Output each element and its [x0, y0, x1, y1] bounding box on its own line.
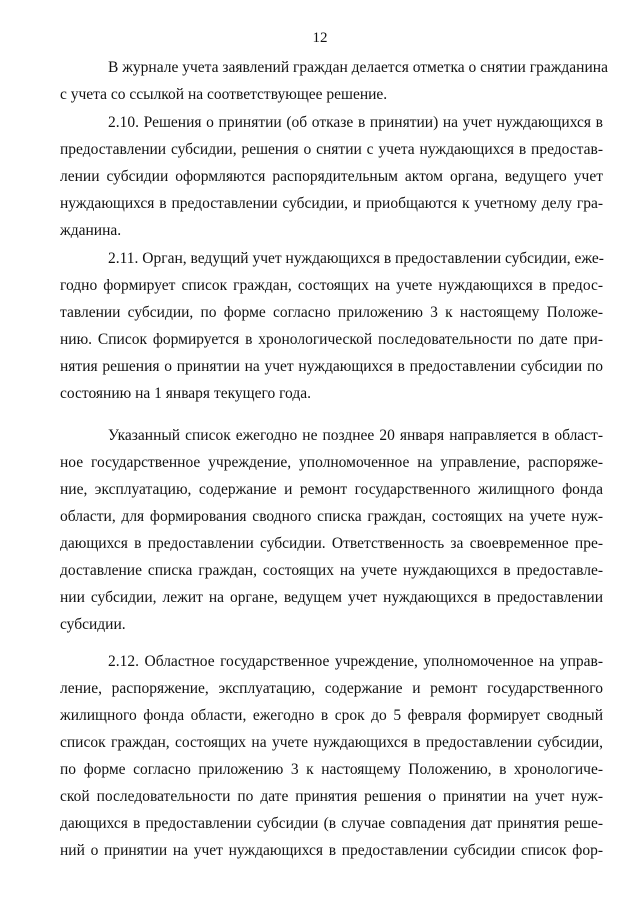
text-line: 2.11. Орган, ведущий учет нуждающихся в предоставлении субсидии, еже- [108, 250, 604, 267]
text-line: В журнале учета заявлений граждан делается отметка о снятии гражданина [108, 59, 608, 76]
text-line: 2.10. Решения о принятии (об отказе в принятии) на учет нуждающихся в [108, 114, 603, 131]
text-line: список граждан, состоящих на учете нуждающихся в предоставлении субсидии, [60, 734, 603, 751]
text-line: ние, эксплуатацию, содержание и ремонт государственного жилищного фонда [60, 481, 603, 498]
text-line: состоянию на 1 января текущего года. [60, 385, 311, 402]
text-line: дающихся в предоставлении субсидии (в случае совпадения дат принятия реше- [60, 815, 603, 832]
text-line: жданина. [60, 222, 122, 239]
text-line: с учета со ссылкой на соответствующее решение. [60, 86, 388, 103]
text-line: Указанный список ежегодно не позднее 20 января направляется в област- [108, 427, 603, 444]
text-line: ление, распоряжение, эксплуатацию, содержание и ремонт государственного [60, 680, 603, 697]
text-line: доставление списка граждан, состоящих на учете нуждающихся в предоставле- [60, 562, 603, 579]
text-line: нуждающихся в предоставлении субсидии, и приобщаются к учетному делу гра- [60, 195, 603, 212]
text-line: ное государственное учреждение, уполномоченное на управление, распоряже- [60, 454, 603, 471]
page-number: 12 [312, 30, 328, 46]
text-line: нятия решения о принятии на учет нуждающихся в предоставлении субсидии по [60, 358, 603, 375]
text-line: тавлении субсидии, по форме согласно приложению 3 к настоящему Положе- [60, 304, 603, 321]
text-line: предоставлении субсидии, решения о снятии с учета нуждающихся в предостав- [60, 141, 603, 158]
text-line: 2.12. Областное государственное учреждение, уполномоченное на управ- [108, 653, 603, 670]
text-line: годно формирует список граждан, состоящих на учете нуждающихся в предос- [60, 277, 603, 294]
text-line: лении субсидии оформляются распорядительным актом органа, ведущего учет [60, 168, 603, 185]
text-line: ской последовательности по дате принятия решения о принятии на учет нуж- [60, 788, 603, 805]
text-line: ний о принятии на учет нуждающихся в предоставлении субсидии список фор- [60, 842, 603, 859]
text-line: по форме согласно приложению 3 к настоящему Положению, в хронологиче- [60, 761, 603, 778]
text-line: субсидии. [60, 616, 126, 633]
text-line: нии субсидии, лежит на органе, ведущем учет нуждающихся в предоставлении [60, 589, 603, 606]
text-line: области, для формирования сводного списка граждан, состоящих на учете нуж- [60, 508, 603, 525]
text-line: нию. Список формируется в хронологической последовательности по дате при- [60, 331, 603, 348]
text-line: жилищного фонда области, ежегодно в срок до 5 февраля формирует сводный [60, 707, 603, 724]
text-line: дающихся в предоставлении субсидии. Ответственность за своевременное пре- [60, 535, 603, 552]
